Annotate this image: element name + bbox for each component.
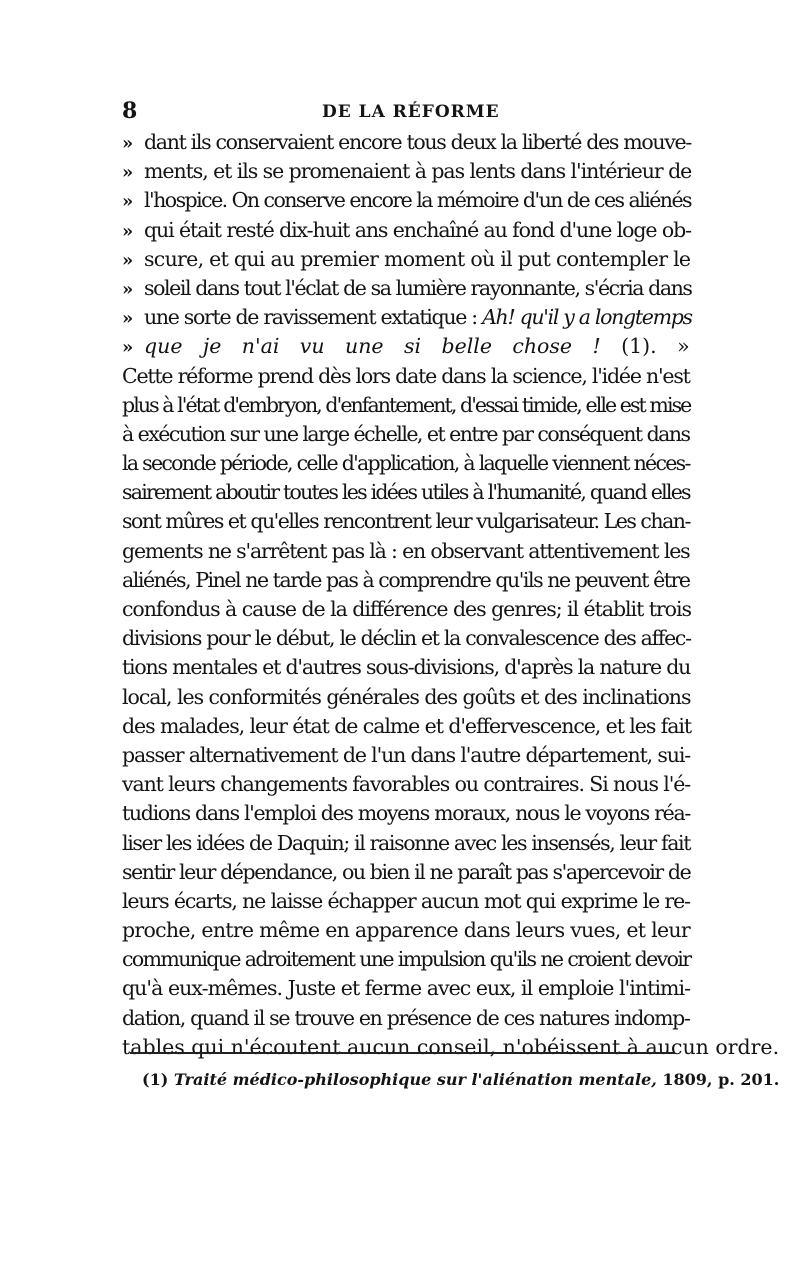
text-line [122,332,690,361]
text-line-content [122,945,690,974]
text-line-content [122,1004,690,1033]
quote-mark: » [122,337,134,359]
text-line [122,653,690,682]
body-text [122,128,780,1062]
text-line-content [122,624,691,653]
line-text: tions mentales et d'autres sous-divisions, d'après la nature du [122,655,691,680]
footnote-title: Traité médico-philosophique sur l'aliénation mentale, [173,1070,657,1089]
line-text: l'hospice. On conserve encore la mémoire d'un de ces aliénés [144,188,692,213]
running-head [122,98,682,124]
text-line-content [122,916,690,945]
text-line-content [122,507,690,536]
text-line [122,974,690,1003]
text-line [122,478,690,507]
text-line [122,770,690,799]
line-text: tables qui n'écoutent aucun conseil, n'obéissent à aucun ordre. [122,1034,780,1059]
text-line [122,449,690,478]
footnote [142,1070,779,1089]
text-line-content [122,799,690,828]
text-line [122,712,690,741]
line-text: vant leurs changements favorables ou contraires. Si nous l'é- [122,772,691,797]
line-text: une sorte de ravissement extatique : [144,305,483,330]
line-text: tudions dans l'emploi des moyens moraux, nous le voyons réa- [122,801,690,826]
text-line-content [122,537,690,566]
text-line-content [122,303,692,332]
quote-mark: » [122,133,132,154]
text-line [122,624,690,653]
footnote-rule [130,1052,675,1054]
text-line-content [122,420,690,449]
line-text: gements ne s'arrêtent pas là : en observant attentivement les [122,538,690,563]
text-line [122,683,690,712]
text-line-content [122,770,690,799]
text-line-content [122,157,691,186]
footnote-citation: 1809, p. 201. [656,1070,780,1089]
text-line-content [122,741,690,770]
line-text: proche, entre même en apparence dans leurs vues, et leur [122,918,690,943]
text-line [122,216,690,245]
line-text: scure, et qui au premier moment où il put contempler le [144,246,691,271]
quote-mark: » [122,249,133,271]
text-line [122,741,690,770]
line-text: (1). » [600,334,690,359]
text-line [122,858,690,887]
text-line [122,537,690,566]
text-line-content [122,274,692,303]
text-line [122,245,690,274]
text-line-content [122,712,691,741]
line-text: confondus à cause de la différence des genres; il établit trois [122,597,691,621]
text-line [122,595,690,624]
line-text: qui était resté dix-huit ans enchaîné au fond d'une loge ob- [144,217,691,242]
text-line-content [122,566,690,595]
text-line [122,362,690,391]
page-number: 8 [122,98,138,124]
text-line [122,566,690,595]
line-text: aliénés, Pinel ne tarde pas à comprendre qu'ils ne peuvent être [122,567,690,592]
text-line-content [122,829,690,858]
text-line [122,1033,780,1062]
text-line [122,303,690,332]
text-line [122,128,690,157]
line-text: la seconde période, celle d'application, à laquelle viennent néces- [122,451,690,476]
line-text: sentir leur dépendance, ou bien il ne paraît pas s'apercevoir de [122,859,691,884]
line-text: local, les conformités générales des goûts et des inclinations [122,684,691,709]
text-line-content [122,887,690,916]
quote-mark: » [122,278,132,300]
text-line [122,916,690,945]
line-text: sairement aboutir toutes les idées utiles à l'humanité, quand elles [122,480,690,505]
line-text: Cette réforme prend dès lors date dans la science, l'idée n'est [122,363,690,388]
text-line-content [122,245,690,274]
page-header-title: DE LA RÉFORME [322,102,500,122]
line-text: dation, quand il se trouve en présence de ces natures indomp- [122,1005,690,1030]
text-line [122,274,690,303]
text-line [122,887,690,916]
text-line-content [122,858,690,887]
text-line [122,186,690,215]
italic-quote: que je n'ai vu une si belle chose ! [144,334,601,359]
text-line-content [122,391,690,420]
line-text: sont mûres et qu'elles rencontrent leur vulgarisateur. Les chan- [122,509,690,534]
text-line-content [122,362,690,391]
line-text: soleil dans tout l'éclat de sa lumière rayonnante, s'écria dans [144,275,692,300]
line-text: liser les idées de Daquin; il raisonne avec les insensés, leur fait [122,830,691,855]
quote-mark: » [122,162,133,184]
quote-mark: » [122,308,132,330]
text-line [122,945,690,974]
text-line-content [122,653,690,682]
line-text: plus à l'état d'embryon, d'enfantement, d'essai timide, elle est mise [122,392,691,417]
text-line-content [122,216,691,245]
text-line-content [122,683,690,712]
line-text: qu'à eux-mêmes. Juste et ferme avec eux, il emploie l'intimi- [122,976,691,1001]
text-line [122,157,690,186]
text-line [122,1004,690,1033]
text-line [122,799,690,828]
line-text: passer alternativement de l'un dans l'autre département, sui- [122,742,691,767]
text-line-content [122,332,690,361]
footnote-marker: (1) [142,1070,174,1089]
line-text: ments, et ils se promenaient à pas lents dans l'intérieur de [144,159,692,184]
text-line-content [122,974,690,1003]
line-text: communique adroitement une impulsion qu'ils ne croient devoir [122,947,691,972]
text-line-content [122,595,691,624]
text-line-content [122,128,691,157]
text-line [122,391,690,420]
text-line-content [122,449,690,478]
text-line-content [122,1033,779,1062]
line-text: dant ils conservaient encore tous deux la liberté des mouve- [144,130,691,154]
line-text: divisions pour le début, le déclin et la convalescence des affec- [122,626,691,651]
italic-quote: Ah! qu'il y a longtemps [482,305,692,330]
text-line [122,420,690,449]
text-line [122,507,690,536]
text-line-content [122,478,690,507]
quote-mark: » [122,220,133,242]
line-text: leurs écarts, ne laisse échapper aucun mot qui exprime le re- [122,888,690,913]
text-line [122,829,690,858]
line-text: à exécution sur une large échelle, et entre par conséquent dans [122,421,690,446]
quote-mark: » [122,191,132,213]
line-text: des malades, leur état de calme et d'effervescence, et les fait [122,713,692,738]
text-line-content [122,186,691,215]
